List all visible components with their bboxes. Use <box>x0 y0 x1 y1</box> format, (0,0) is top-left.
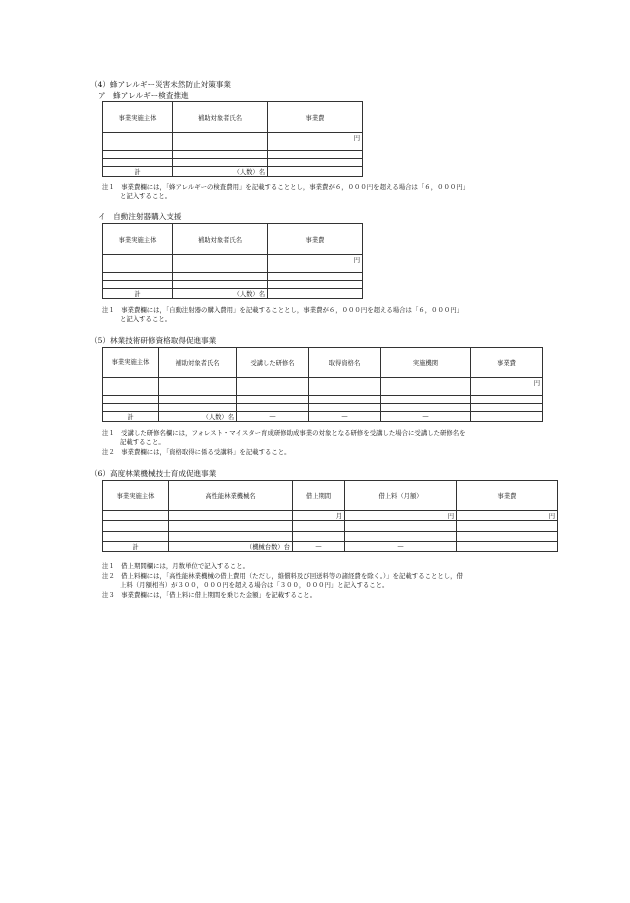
dash: — <box>381 412 471 422</box>
section4-title: （4）蜂アレルギー災害未然防止対策事業 <box>90 80 232 89</box>
table-6 <box>102 480 558 552</box>
count-label: （人数）名 <box>173 289 268 299</box>
note-4a-1b: と記入すること。 <box>120 192 172 200</box>
table-4a <box>102 101 363 177</box>
count-label: （人数）名 <box>173 167 268 177</box>
col-header: 借上期間 <box>293 481 345 511</box>
col-header: 補助対象者氏名 <box>173 224 268 255</box>
yen-unit: 円 <box>268 255 363 273</box>
note-6-2b: 上料（月額相当）が３００，０００円を超える場合は「３００，０００円」と記入すること。 <box>120 581 389 589</box>
col-header: 事業実施主体 <box>103 102 173 133</box>
note-6-3: 注３ 事業費欄には，「借上料に借上期間を乗じた金額」を記載すること。 <box>102 591 317 599</box>
total-label: 計 <box>103 542 169 552</box>
yen-unit: 円 <box>345 511 457 521</box>
col-header: 事業費 <box>268 102 363 133</box>
note-6-1: 注１ 借上期間欄には，月数単位で記入すること。 <box>102 562 249 570</box>
col-header: 高性能林業機械名 <box>169 481 293 511</box>
col-header: 事業費 <box>471 348 543 378</box>
dash: — <box>293 542 345 552</box>
col-header: 補助対象者氏名 <box>159 348 237 378</box>
table-4b <box>102 223 363 299</box>
col-header: 補助対象者氏名 <box>173 102 268 133</box>
note-5-1b: 記載すること。 <box>120 438 165 446</box>
section4a-subtitle: ア 蜂アレルギー検査推進 <box>98 91 189 100</box>
note-4b-1b: と記入すること。 <box>120 315 172 323</box>
col-header: 借上料（月額） <box>345 481 457 511</box>
section5-title: （5）林業技術研修資格取得促進事業 <box>90 336 217 345</box>
yen-unit: 円 <box>268 133 363 151</box>
section6-title: （6）高度林業機械技士育成促進事業 <box>90 469 217 478</box>
dash: — <box>237 412 309 422</box>
total-label: 計 <box>103 289 173 299</box>
dash: — <box>309 412 381 422</box>
table-5 <box>102 347 543 422</box>
yen-unit: 円 <box>471 378 543 396</box>
count-label: （人数）名 <box>159 412 237 422</box>
col-header: 事業実施主体 <box>103 481 169 511</box>
month-unit: 月 <box>293 511 345 521</box>
col-header: 取得資格名 <box>309 348 381 378</box>
yen-unit: 円 <box>457 511 558 521</box>
section4b-subtitle: イ 自動注射器購入支援 <box>98 212 182 221</box>
col-header: 受講した研修名 <box>237 348 309 378</box>
col-header: 事業実施主体 <box>103 224 173 255</box>
col-header: 実施機関 <box>381 348 471 378</box>
count-label: （機械台数）台 <box>169 542 293 552</box>
total-label: 計 <box>103 167 173 177</box>
col-header: 事業費 <box>268 224 363 255</box>
dash: — <box>345 542 457 552</box>
note-5-2: 注２ 事業費欄には，「資格取得に係る受講料」を記載すること。 <box>102 448 291 456</box>
col-header: 事業実施主体 <box>103 348 159 378</box>
total-label: 計 <box>103 412 159 422</box>
note-6-2: 注２ 借上料欄には，「高性能林業機械の借上費用（ただし，維償料及び回送料等の諸経費を除く。）」を記載することとし，借 <box>102 572 463 580</box>
col-header: 事業費 <box>457 481 558 511</box>
note-4b-1: 注１ 事業費欄には，「自動注射器の購入費用」を記載することとし，事業費が６，０００円を超える場合は「６，０００円」 <box>102 306 464 314</box>
note-5-1: 注１ 受講した研修名欄には，フォレスト・マイスター育成研修助成事業の対象となる研修を受講した場合に受講した研修名を <box>102 429 466 437</box>
note-4a-1: 注１ 事業費欄には，「蜂アレルギーの検査費用」を記載することとし，事業費が６，０００円を超える場合は「６，０００円」 <box>102 183 470 191</box>
